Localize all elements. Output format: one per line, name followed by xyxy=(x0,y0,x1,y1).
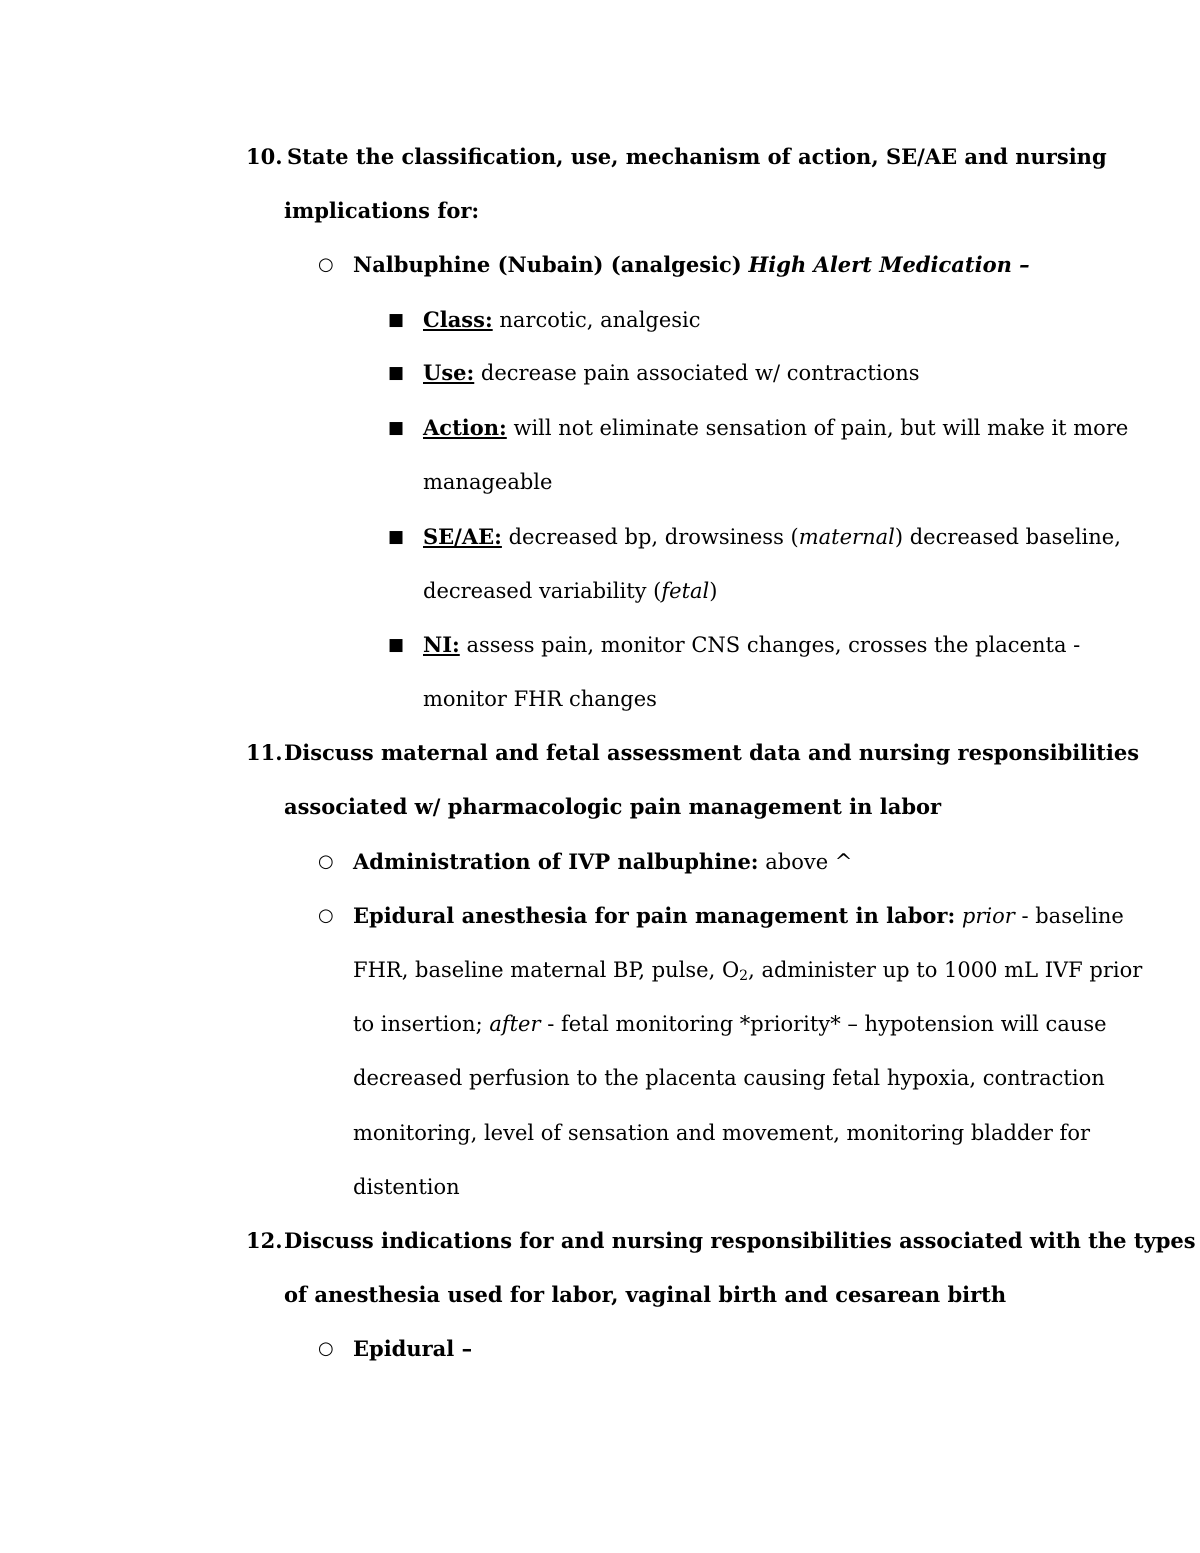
epidural-heading: Epidural – xyxy=(353,1336,473,1361)
q10-heading-line1: State the classification, use, mechanism of action, SE/AE and nursing xyxy=(287,144,1107,169)
epidural-line6: distention xyxy=(353,1175,460,1199)
seae-item xyxy=(423,522,1121,552)
epidural-line2 xyxy=(353,955,1142,988)
q11-heading-line1: Discuss maternal and fetal assessment data and nursing responsibilities xyxy=(284,740,1140,765)
epidural-item xyxy=(353,901,1124,931)
epidural-after: after xyxy=(489,1012,541,1036)
seae-cont-b: ) xyxy=(709,579,718,603)
high-alert-label: High Alert Medication – xyxy=(748,252,1030,277)
q12-heading-line2: of anesthesia used for labor, vaginal birth and cesarean birth xyxy=(284,1282,1007,1307)
action-label: Action: xyxy=(423,415,507,440)
epidural-l2b: , administer up to 1000 mL IVF prior xyxy=(748,958,1143,982)
circle-bullet-icon: ○ xyxy=(318,1338,334,1359)
square-bullet-icon: ■ xyxy=(388,363,405,383)
action-text: will not eliminate sensation of pain, but will make it more xyxy=(506,416,1129,440)
epidural-label: Epidural anesthesia for pain management in labor: xyxy=(353,903,956,928)
action-text-cont: manageable xyxy=(423,470,553,494)
ni-text-cont: monitor FHR changes xyxy=(423,687,657,711)
use-text: decrease pain associated w/ contractions xyxy=(474,361,920,385)
ivp-text: above ^ xyxy=(758,850,853,874)
square-bullet-icon: ■ xyxy=(388,635,405,655)
seae-maternal: maternal xyxy=(798,525,895,549)
epidural-line5: monitoring, level of sensation and movement, monitoring bladder for xyxy=(353,1121,1090,1145)
epidural-l3b: - fetal monitoring *priority* – hypotension will cause xyxy=(540,1012,1107,1036)
epidural-line3 xyxy=(353,1009,1107,1039)
epidural-prior: prior xyxy=(961,904,1015,928)
q12-heading-line1: Discuss indications for and nursing responsibilities associated with the types xyxy=(284,1228,1196,1253)
q11-heading-line2: associated w/ pharmacologic pain management in labor xyxy=(284,794,942,819)
class-label: Class: xyxy=(423,307,493,332)
ivp-item xyxy=(353,847,852,877)
action-item xyxy=(423,413,1128,443)
class-text: narcotic, analgesic xyxy=(492,308,701,332)
use-label: Use: xyxy=(423,360,475,385)
seae-text-cont xyxy=(423,576,717,606)
ni-label: NI: xyxy=(423,632,460,657)
epidural-l3a: to insertion; xyxy=(353,1012,490,1036)
square-bullet-icon: ■ xyxy=(388,418,405,438)
seae-label: SE/AE: xyxy=(423,524,502,549)
q10-number: 10. xyxy=(246,144,283,169)
epidural-l2-sub: 2 xyxy=(739,968,749,984)
drug-name: Nalbuphine (Nubain) (analgesic) xyxy=(353,252,742,277)
q11-number: 11. xyxy=(246,740,283,765)
drug-title xyxy=(353,250,1030,280)
seae-cont-a: decreased variability ( xyxy=(423,579,662,603)
circle-bullet-icon: ○ xyxy=(318,905,334,926)
seae-text-b: ) decreased baseline, xyxy=(894,525,1121,549)
epidural-line4: decreased perfusion to the placenta causing fetal hypoxia, contraction xyxy=(353,1066,1105,1090)
ni-item xyxy=(423,630,1080,660)
q10-heading-line2: implications for: xyxy=(284,198,480,223)
seae-text-a: decreased bp, drowsiness ( xyxy=(501,525,799,549)
square-bullet-icon: ■ xyxy=(388,310,405,330)
use-item xyxy=(423,358,920,388)
q12-number: 12. xyxy=(246,1228,283,1253)
epidural-text1: - baseline xyxy=(1014,904,1124,928)
epidural-l2a: FHR, baseline maternal BP, pulse, O xyxy=(353,958,740,982)
class-item xyxy=(423,305,701,335)
square-bullet-icon: ■ xyxy=(388,527,405,547)
circle-bullet-icon: ○ xyxy=(318,254,334,275)
ivp-label: Administration of IVP nalbuphine: xyxy=(353,849,759,874)
seae-fetal: fetal xyxy=(661,579,710,603)
circle-bullet-icon: ○ xyxy=(318,851,334,872)
ni-text: assess pain, monitor CNS changes, crosses the placenta - xyxy=(459,633,1081,657)
